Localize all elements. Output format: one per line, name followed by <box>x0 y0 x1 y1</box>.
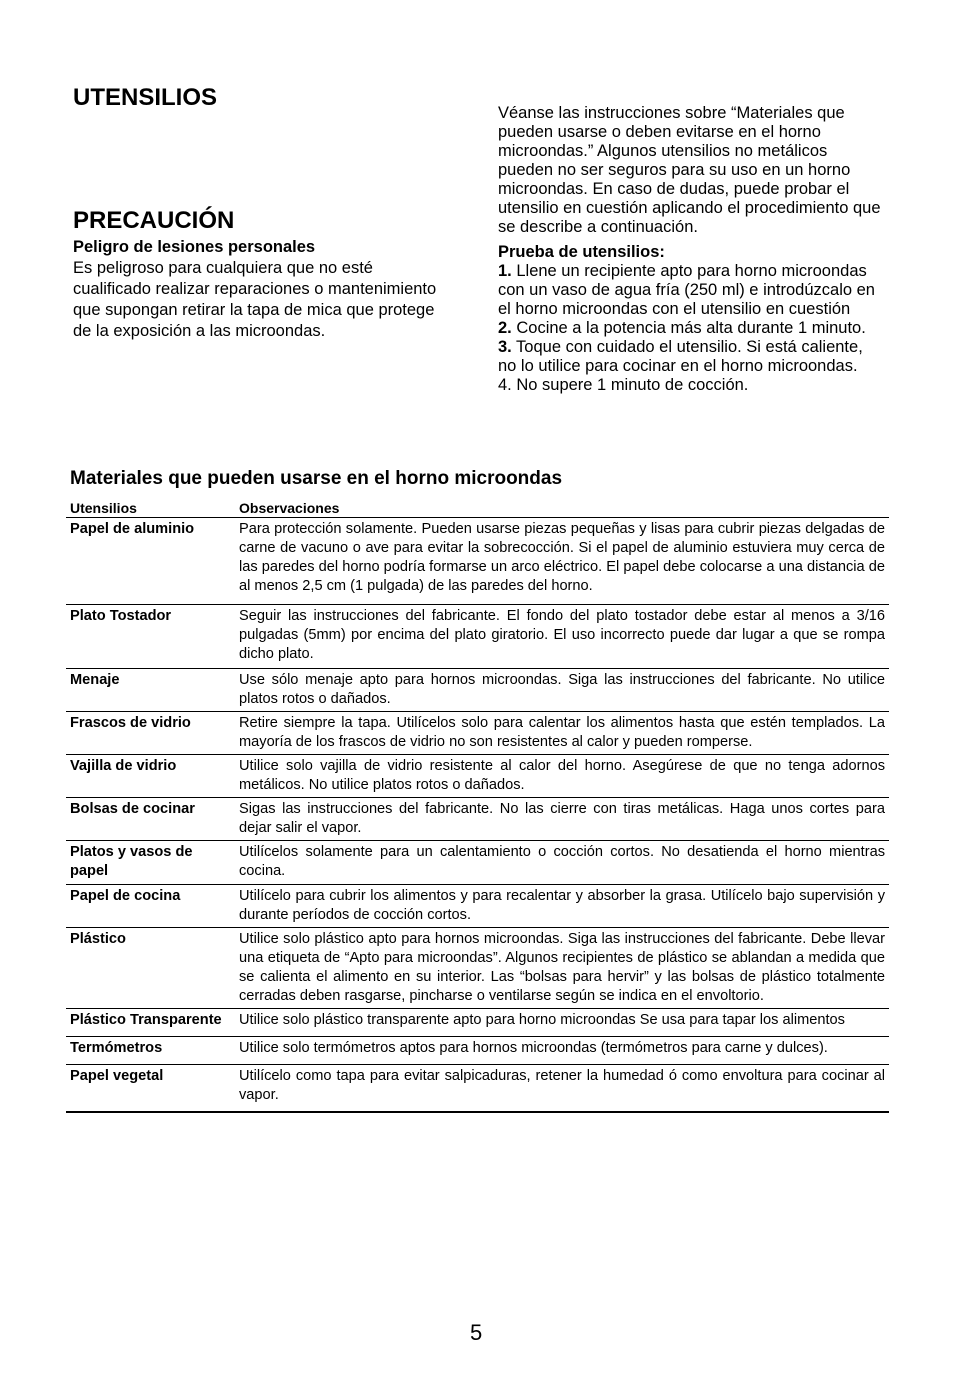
utensil-name: Papel de aluminio <box>66 518 235 605</box>
step-text: 4. No supere 1 minuto de cocción. <box>498 376 749 394</box>
materials-title: Materiales que pueden usarse en el horno microondas <box>70 468 563 489</box>
warning-subtitle: Peligro de lesiones personales <box>73 238 316 256</box>
table-row <box>66 1037 889 1065</box>
utensil-name: Menaje <box>66 669 235 712</box>
table-row <box>66 841 889 885</box>
utensil-name: Papel de cocina <box>66 885 235 928</box>
column-header-observaciones: Observaciones <box>239 500 340 516</box>
table-row <box>66 755 889 798</box>
table-row <box>66 798 889 841</box>
utensil-observation: Utilice solo vajilla de vidrio resistente al calor del horno. Asegúrese de que no tenga adornos metálicos. No utilice platos rotos o dañados. <box>235 755 889 798</box>
warning-block <box>73 237 448 342</box>
page-number: 5 <box>470 1320 483 1345</box>
step-text: Llene un recipiente apto para horno microondas con un vaso de agua fría (250 ml) e introdúzcalo en el horno microondas con el utensilio en cuestión <box>498 262 875 318</box>
table-row <box>66 669 889 712</box>
utensil-observation: Utilice solo plástico apto para hornos microondas. Siga las instrucciones del fabricante. Debe llevar una etiqueta de “Apto para microondas”. Algunos recipientes de plástico se ablandan a medida que se calienta el alimento en su interior. Las “bolsas para hervir” y las bolsas de plástico totalmente cerradas deben rasgarse, pincharse o ventilarse según se indica en el envoltorio. <box>235 928 889 1009</box>
table-row <box>66 1009 889 1037</box>
section-title-utensilios: UTENSILIOS <box>73 84 218 111</box>
step-text: Cocine a la potencia más alta durante 1 minuto. <box>511 319 866 337</box>
step-number: 3. <box>498 338 512 356</box>
column-header-utensilios: Utensilios <box>70 500 137 516</box>
utensil-name: Plástico <box>66 928 235 1009</box>
utensil-name: Plato Tostador <box>66 605 235 669</box>
intro-paragraph: Véanse las instrucciones sobre “Materiales que pueden usarse o deben evitarse en el horno microondas.” Algunos utensilios no metálicos pueden no ser seguros para su uso en un horno microondas. En caso de dudas, puede probar el utensilio en cuestión aplicando el procedimiento que se describe a continuación. <box>498 104 881 236</box>
utensil-observation: Seguir las instrucciones del fabricante. El fondo del plato tostador debe estar al menos a 3/16 pulgadas (5mm) por encima del plato giratorio. El uso incorrecto puede dar lugar a que se rompa dicho plato. <box>235 605 889 669</box>
utensil-name: Papel vegetal <box>66 1065 235 1113</box>
test-title: Prueba de utensilios: <box>498 243 665 261</box>
table-row <box>66 605 889 669</box>
utensil-observation: Utilice solo termómetros aptos para hornos microondas (termómetros para carne y dulces). <box>235 1037 889 1065</box>
materials-table <box>66 498 889 1113</box>
utensil-name: Platos y vasos de papel <box>66 841 235 885</box>
utensil-name: Bolsas de cocinar <box>66 798 235 841</box>
test-step <box>498 376 883 395</box>
utensil-name: Frascos de vidrio <box>66 712 235 755</box>
utensil-observation: Retire siempre la tapa. Utilícelos solo para calentar los alimentos hasta que estén templados. La mayoría de los frascos de vidrio no son resistentes al calor y pueden romperse. <box>235 712 889 755</box>
table-row <box>66 1065 889 1113</box>
utensil-name: Plástico Transparente <box>66 1009 235 1037</box>
utensil-observation: Utilícelos solamente para un calentamiento o cocción cortos. No desatienda el horno mientras cocina. <box>235 841 889 885</box>
warning-text: Es peligroso para cualquiera que no esté cualificado realizar reparaciones o mantenimiento que supongan retirar la tapa de mica que protege de la exposición a las microondas. <box>73 259 437 340</box>
utensil-observation: Sigas las instrucciones del fabricante. No las cierre con tiras metálicas. Haga unos cortes para dejar salir el vapor. <box>235 798 889 841</box>
utensil-observation: Utilícelo para cubrir los alimentos y para recalentar y absorber la grasa. Utilícelo bajo supervisión y durante períodos de cocción cortos. <box>235 885 889 928</box>
step-number: 1. <box>498 262 512 280</box>
test-step <box>498 262 883 319</box>
table-row <box>66 885 889 928</box>
utensil-observation: Utilícelo como tapa para evitar salpicaduras, retener la humedad ó como envoltura para cocinar al vapor. <box>235 1065 889 1113</box>
test-step <box>498 319 883 338</box>
section-title-precaucion: PRECAUCIÓN <box>73 207 235 234</box>
utensil-observation: Utilice solo plástico transparente apto para horno microondas Se usa para tapar los alimentos <box>235 1009 889 1037</box>
utensil-name: Termómetros <box>66 1037 235 1065</box>
table-row <box>66 928 889 1009</box>
utensil-instructions <box>498 104 883 395</box>
utensil-observation: Use sólo menaje apto para hornos microondas. Siga las instrucciones del fabricante. No utilice platos rotos o dañados. <box>235 669 889 712</box>
table-row <box>66 712 889 755</box>
utensil-name: Vajilla de vidrio <box>66 755 235 798</box>
step-text: Toque con cuidado el utensilio. Si está caliente, no lo utilice para cocinar en el horno microondas. <box>498 338 863 375</box>
table-row <box>66 518 889 605</box>
step-number: 2. <box>498 319 512 337</box>
test-steps <box>498 262 883 395</box>
test-step <box>498 338 883 376</box>
utensil-observation: Para protección solamente. Pueden usarse piezas pequeñas y lisas para cubrir piezas delgadas de carne de vacuno o ave para evitar la sobrecocción. Si el papel de aluminio estuviera muy cerca de las paredes del horno podría formarse un arco eléctrico. El papel debe colocarse a una distancia de al menos 2,5 cm (1 pulgada) de las paredes del horno. <box>235 518 889 605</box>
